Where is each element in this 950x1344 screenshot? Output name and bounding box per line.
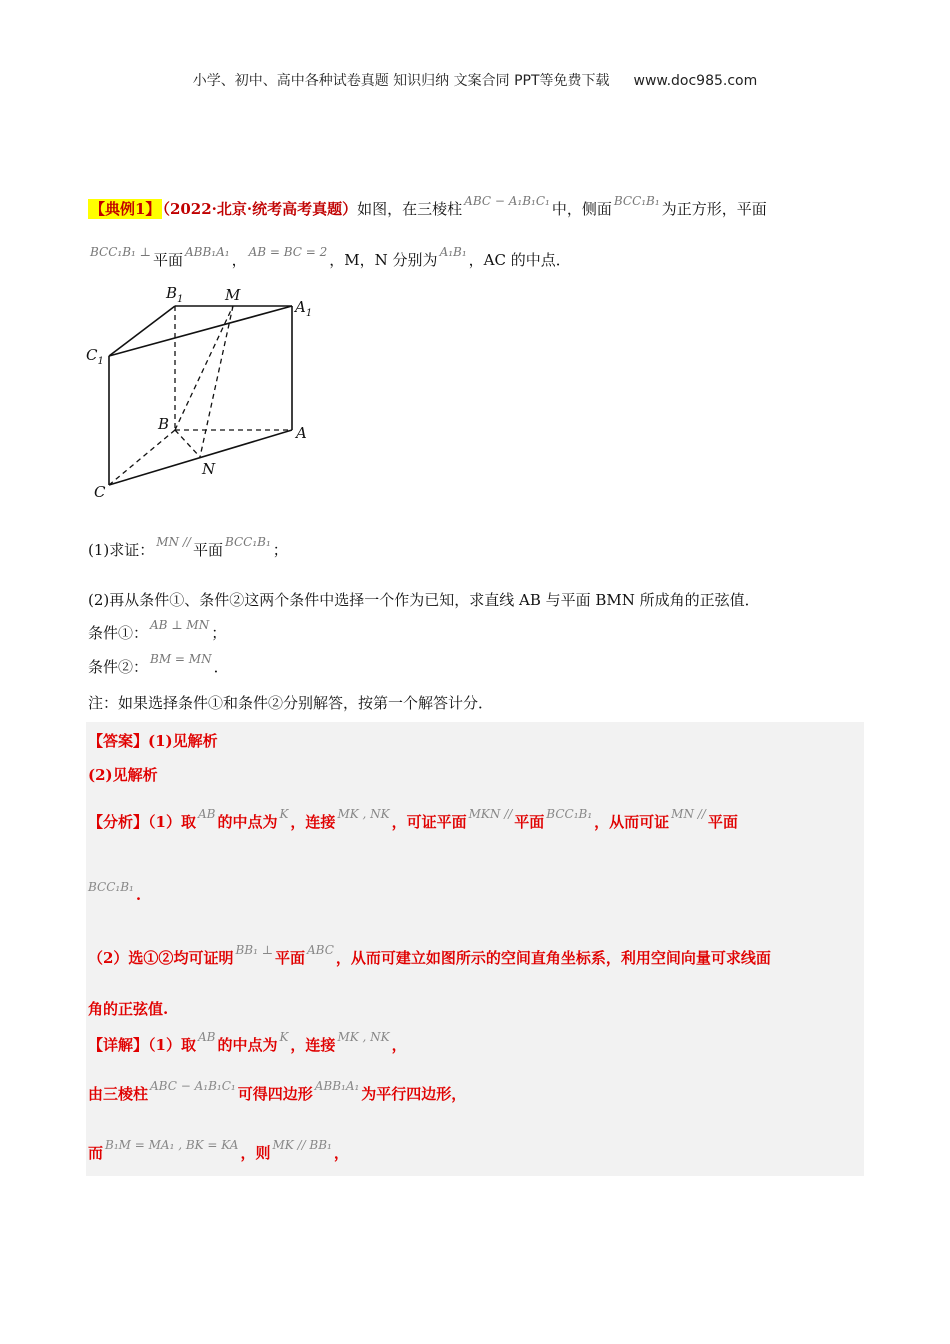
math: A₁B₁ <box>439 245 467 259</box>
text: ，连接 <box>290 813 336 831</box>
math: AB <box>197 1030 216 1044</box>
problem-line-2 <box>88 245 571 271</box>
problem-source: （2022·北京·统考高考真题） <box>162 200 358 218</box>
math: ABB₁A₁ <box>184 245 230 259</box>
answer-line-1: 【答案】(1)见解析 <box>88 732 218 750</box>
text: (1)求证： <box>88 541 155 559</box>
math: BCC₁B₁ <box>88 880 134 894</box>
text: ，可证平面 <box>391 813 467 831</box>
answer-line-2: (2)见解析 <box>88 766 158 784</box>
text: 为平行四边形， <box>361 1085 467 1103</box>
segment-M-N <box>200 306 233 457</box>
math: MK , NK <box>337 807 390 821</box>
text: 的中点为 <box>217 813 278 831</box>
text: 中，侧面 <box>551 200 612 218</box>
label-M: M <box>225 286 241 304</box>
analysis-line-1 <box>88 807 738 833</box>
math: AB = BC = 2 <box>248 245 328 259</box>
math: ABB₁A₁ <box>314 1079 360 1093</box>
label-A: A <box>296 424 307 442</box>
math: AB ⊥ MN <box>150 618 210 632</box>
math: B₁M = MA₁ , BK = KA <box>105 1138 239 1152</box>
text: 【分析】（1）取 <box>88 813 196 831</box>
text: ； <box>211 624 227 642</box>
math: BB₁ ⊥ <box>235 943 273 957</box>
text: ， <box>231 251 247 269</box>
analysis-line-3 <box>88 943 771 969</box>
math: AB <box>197 807 216 821</box>
math: K <box>279 807 289 821</box>
question-1 <box>88 535 288 561</box>
edge-C1-A1 <box>109 306 292 356</box>
header-text: 小学、初中、高中各种试卷真题 知识归纳 文案合同 PPT等免费下载 <box>192 73 610 89</box>
text: （2）选①②均可证明 <box>88 949 234 967</box>
condition-1 <box>88 618 227 644</box>
problem-line-1 <box>88 194 767 220</box>
example-tag: 【典例1】 <box>90 200 161 218</box>
detail-line-2 <box>88 1079 467 1105</box>
math: BCC₁B₁ ⊥ <box>90 245 151 259</box>
math: ABC − A₁B₁C₁ <box>464 194 550 208</box>
math: MK // BB₁ <box>272 1138 332 1152</box>
math: BM = MN <box>150 652 212 666</box>
label-A1: $A_1$ <box>295 298 313 319</box>
page-header <box>0 70 950 90</box>
math: BCC₁B₁ <box>224 535 271 549</box>
text: 平面 <box>707 813 738 831</box>
text: ， <box>333 1144 349 1162</box>
text: ，连接 <box>290 1036 336 1054</box>
math: MN // <box>156 535 191 549</box>
text: 条件②： <box>88 658 149 676</box>
edge-C-A <box>109 430 292 485</box>
detail-line-3 <box>88 1138 349 1164</box>
text: 可得四边形 <box>237 1085 313 1103</box>
text: 的中点为 <box>217 1036 278 1054</box>
label-B1: $B_1$ <box>166 284 184 305</box>
segment-B-N <box>175 430 200 457</box>
math: MN // <box>671 807 706 821</box>
note: 注：如果选择条件①和条件②分别解答，按第一个解答计分． <box>88 694 494 712</box>
label-C: C <box>94 483 106 501</box>
text: ，从而可证 <box>594 813 670 831</box>
text: 由三棱柱 <box>88 1085 149 1103</box>
math: BCC₁B₁ <box>546 807 593 821</box>
text: ，M，N 分别为 <box>329 251 438 269</box>
analysis-line-2 <box>88 880 142 906</box>
label-B: B <box>158 415 170 433</box>
math: BCC₁B₁ <box>613 194 660 208</box>
text: ； <box>272 541 288 559</box>
text: ，则 <box>240 1144 271 1162</box>
text: ，从而可建立如图所示的空间直角坐标系，利用空间向量可求线面 <box>335 949 771 967</box>
text: 为正方形，平面 <box>661 200 767 218</box>
header-site: www.doc985.com <box>633 73 758 89</box>
text: . <box>135 886 142 904</box>
math: ABC − A₁B₁C₁ <box>150 1079 236 1093</box>
text: 平面 <box>514 813 545 831</box>
text: ， <box>391 1036 407 1054</box>
math: ABC <box>307 943 334 957</box>
prism-figure <box>82 282 332 504</box>
text: 条件①： <box>88 624 149 642</box>
text: 而 <box>88 1144 104 1162</box>
math: MKN // <box>468 807 513 821</box>
math: K <box>279 1030 289 1044</box>
condition-2 <box>88 652 229 678</box>
text: 如图，在三棱柱 <box>357 200 463 218</box>
question-2: (2)再从条件①、条件②这两个条件中选择一个作为已知，求直线 AB 与平面 BMN 所成角的正弦值． <box>88 591 760 609</box>
text: 平面 <box>192 541 223 559</box>
text: ，AC 的中点． <box>468 251 571 269</box>
edge-B-C <box>109 430 175 485</box>
detail-line-1 <box>88 1030 407 1056</box>
text: 平面 <box>152 251 183 269</box>
math: MK , NK <box>337 1030 390 1044</box>
text: 【详解】（1）取 <box>88 1036 196 1054</box>
analysis-line-4: 角的正弦值. <box>88 1000 169 1018</box>
label-C1: $C_1$ <box>86 346 104 367</box>
edge-C1-B1 <box>109 306 175 356</box>
text: ． <box>213 658 229 676</box>
label-N: N <box>202 460 216 478</box>
text: 平面 <box>275 949 306 967</box>
